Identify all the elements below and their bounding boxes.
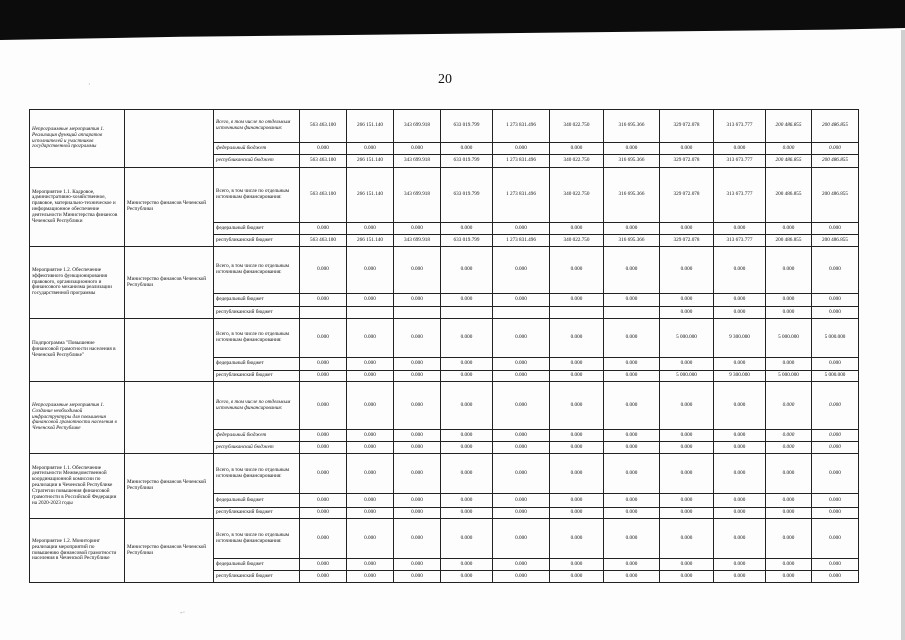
amount-cell: 343 699.918 (394, 110, 441, 143)
amount-cell: 9 300.000 (714, 319, 766, 358)
amount-cell: 340 022.750 (550, 155, 604, 168)
amount-cell: 0.000 (441, 382, 493, 430)
amount-cell: 0.000 (493, 571, 550, 583)
amount-cell: 0.000 (604, 358, 660, 371)
amount-cell: 0.000 (660, 358, 714, 371)
amount-cell: 329 072.078 (660, 235, 714, 247)
amount-cell: 5 000.000 (766, 371, 812, 382)
activity-name-cell: Мероприятие 1.1. Кадровое, административно-хозяйственное, правовое, материально-техническое и информационное обеспечение деятельности Министерства финансов Чеченской Республики (30, 168, 125, 247)
funding-source-cell: республиканский бюджет (214, 307, 300, 319)
amount-cell: 0.000 (812, 494, 859, 508)
amount-cell: 316 695.366 (604, 110, 660, 143)
amount-cell: 0.000 (441, 508, 493, 519)
amount-cell: 0.000 (300, 571, 347, 583)
amount-cell: 633 019.799 (441, 110, 493, 143)
amount-cell: 313 673.777 (714, 110, 766, 143)
amount-cell: 0.000 (347, 454, 394, 494)
amount-cell: 0.000 (300, 442, 347, 454)
amount-cell: 0.000 (604, 571, 660, 583)
amount-cell: 0.000 (300, 430, 347, 442)
funding-source-cell: республиканский бюджет (214, 442, 300, 454)
amount-cell: 0.000 (714, 519, 766, 559)
amount-cell: 0.000 (300, 454, 347, 494)
funding-source-cell: федеральный бюджет (214, 430, 300, 442)
funding-source-cell: Всего, в том числе по отдельным источникам финансирования: (214, 382, 300, 430)
amount-cell: 0.000 (347, 319, 394, 358)
amount-cell: 5 000.000 (660, 319, 714, 358)
amount-cell: 0.000 (493, 319, 550, 358)
amount-cell: 0.000 (441, 559, 493, 571)
funding-source-cell: Всего, в том числе по отдельным источникам финансирования: (214, 519, 300, 559)
amount-cell: 0.000 (550, 442, 604, 454)
amount-cell: 0.000 (812, 559, 859, 571)
amount-cell: 0.000 (394, 143, 441, 155)
amount-cell: 0.000 (300, 371, 347, 382)
amount-cell: 0.000 (300, 494, 347, 508)
page-number: 20 (438, 72, 452, 87)
amount-cell: 200 486.855 (812, 155, 859, 168)
amount-cell: 200 486.855 (812, 168, 859, 223)
amount-cell (441, 307, 493, 319)
amount-cell: 0.000 (604, 382, 660, 430)
amount-cell: 0.000 (766, 571, 812, 583)
amount-cell: 0.000 (714, 294, 766, 307)
amount-cell (394, 307, 441, 319)
funding-source-cell: федеральный бюджет (214, 559, 300, 571)
amount-cell: 0.000 (766, 454, 812, 494)
amount-cell: 0.000 (604, 494, 660, 508)
amount-cell: 0.000 (766, 430, 812, 442)
amount-cell: 0.000 (550, 247, 604, 294)
amount-cell: 0.000 (493, 358, 550, 371)
amount-cell: 0.000 (660, 559, 714, 571)
amount-cell: 0.000 (812, 294, 859, 307)
amount-cell: 0.000 (394, 442, 441, 454)
amount-cell: 0.000 (604, 371, 660, 382)
funding-source-cell: Всего, в том числе по отдельным источникам финансирования: (214, 247, 300, 294)
table-row (30, 319, 859, 358)
amount-cell: 0.000 (766, 442, 812, 454)
amount-cell: 1 273 831.496 (493, 168, 550, 223)
amount-cell: 343 699.918 (394, 235, 441, 247)
amount-cell: 340 022.750 (550, 168, 604, 223)
amount-cell: 1 273 831.496 (493, 235, 550, 247)
amount-cell: 0.000 (347, 494, 394, 508)
funding-source-cell: Всего, в том числе по отдельным источникам финансирования: (214, 454, 300, 494)
amount-cell: 0.000 (394, 371, 441, 382)
amount-cell: 9 300.000 (714, 371, 766, 382)
amount-cell: 0.000 (660, 382, 714, 430)
amount-cell: 0.000 (604, 519, 660, 559)
amount-cell: 0.000 (550, 559, 604, 571)
amount-cell: 0.000 (812, 247, 859, 294)
funding-source-cell: республиканский бюджет (214, 508, 300, 519)
amount-cell: 0.000 (550, 494, 604, 508)
amount-cell: 563 463.100 (300, 110, 347, 143)
amount-cell: 266 151.140 (347, 155, 394, 168)
amount-cell: 0.000 (604, 559, 660, 571)
funding-source-cell: республиканский бюджет (214, 371, 300, 382)
amount-cell: 0.000 (766, 494, 812, 508)
amount-cell: 0.000 (766, 382, 812, 430)
activity-name-cell: Подпрограмма "Повышение финансовой грамотности населения в Чеченской Республике" (30, 319, 125, 382)
amount-cell: 0.000 (493, 442, 550, 454)
amount-cell: 0.000 (766, 508, 812, 519)
amount-cell: 0.000 (300, 247, 347, 294)
amount-cell: 0.000 (550, 454, 604, 494)
table-row (30, 247, 859, 294)
amount-cell: 0.000 (347, 294, 394, 307)
amount-cell: 0.000 (347, 442, 394, 454)
amount-cell: 0.000 (812, 143, 859, 155)
amount-cell: 0.000 (550, 430, 604, 442)
amount-cell: 0.000 (550, 519, 604, 559)
amount-cell: 0.000 (441, 430, 493, 442)
scan-speck: · (88, 80, 91, 89)
amount-cell: 200 486.855 (812, 110, 859, 143)
amount-cell: 563 463.100 (300, 168, 347, 223)
executor-cell (125, 319, 214, 382)
amount-cell (550, 307, 604, 319)
amount-cell: 0.000 (812, 571, 859, 583)
amount-cell: 563 463.100 (300, 235, 347, 247)
amount-cell: 0.000 (660, 571, 714, 583)
amount-cell: 329 072.078 (660, 168, 714, 223)
amount-cell: 200 486.855 (766, 168, 812, 223)
amount-cell: 633 019.799 (441, 168, 493, 223)
amount-cell: 633 019.799 (441, 155, 493, 168)
amount-cell: 0.000 (604, 294, 660, 307)
amount-cell: 563 463.100 (300, 155, 347, 168)
funding-source-cell: республиканский бюджет (214, 571, 300, 583)
amount-cell: 0.000 (347, 143, 394, 155)
amount-cell: 0.000 (300, 223, 347, 235)
amount-cell: 0.000 (766, 223, 812, 235)
amount-cell: 0.000 (604, 442, 660, 454)
amount-cell: 0.000 (441, 319, 493, 358)
funding-source-cell: республиканский бюджет (214, 235, 300, 247)
amount-cell: 0.000 (493, 382, 550, 430)
amount-cell: 0.000 (812, 223, 859, 235)
amount-cell: 0.000 (300, 559, 347, 571)
amount-cell: 329 072.078 (660, 155, 714, 168)
amount-cell: 0.000 (714, 454, 766, 494)
amount-cell: 0.000 (550, 371, 604, 382)
amount-cell: 0.000 (394, 559, 441, 571)
amount-cell: 0.000 (766, 294, 812, 307)
amount-cell: 0.000 (394, 223, 441, 235)
amount-cell: 0.000 (660, 247, 714, 294)
amount-cell: 0.000 (660, 223, 714, 235)
amount-cell: 0.000 (604, 454, 660, 494)
amount-cell: 0.000 (493, 508, 550, 519)
funding-source-cell: Всего, в том числе по отдельным источникам финансирования: (214, 168, 300, 223)
amount-cell: 0.000 (766, 307, 812, 319)
amount-cell: 0.000 (300, 519, 347, 559)
amount-cell: 0.000 (493, 454, 550, 494)
amount-cell: 0.000 (812, 442, 859, 454)
amount-cell: 633 019.799 (441, 235, 493, 247)
amount-cell: 0.000 (812, 358, 859, 371)
amount-cell: 0.000 (660, 442, 714, 454)
amount-cell: 340 022.750 (550, 110, 604, 143)
amount-cell: 0.000 (714, 430, 766, 442)
funding-source-cell: республиканский бюджет (214, 155, 300, 168)
amount-cell: 200 486.855 (766, 155, 812, 168)
amount-cell: 200 486.855 (766, 110, 812, 143)
amount-cell: 0.000 (347, 430, 394, 442)
table-row (30, 382, 859, 430)
table-row (30, 519, 859, 559)
executor-cell: Министерство финансов Чеченской Республики (125, 454, 214, 519)
activity-name-cell: Мероприятие 1.1. Обеспечение деятельности Межведомственной координационной комиссии по реализации в Чеченской Республике Стратегии повышения финансовой грамотности в Российской Федерации на 2020-2023 годы (30, 454, 125, 519)
amount-cell: 0.000 (394, 430, 441, 442)
table-row (30, 454, 859, 494)
amount-cell: 0.000 (766, 519, 812, 559)
amount-cell: 0.000 (441, 223, 493, 235)
executor-cell: Министерство финансов Чеченской Республики (125, 247, 214, 319)
amount-cell: 0.000 (550, 223, 604, 235)
amount-cell: 266 151.140 (347, 168, 394, 223)
amount-cell: 0.000 (714, 571, 766, 583)
amount-cell: 0.000 (604, 247, 660, 294)
amount-cell: 0.000 (394, 508, 441, 519)
funding-source-cell: федеральный бюджет (214, 358, 300, 371)
amount-cell (347, 307, 394, 319)
amount-cell: 0.000 (604, 143, 660, 155)
amount-cell: 0.000 (394, 519, 441, 559)
amount-cell: 0.000 (300, 294, 347, 307)
amount-cell: 0.000 (812, 430, 859, 442)
amount-cell: 0.000 (812, 307, 859, 319)
amount-cell: 0.000 (394, 247, 441, 294)
activity-name-cell: Мероприятие 1.2. Мониторинг реализации мероприятий по повышению финансовой грамотности населения в Чеченской Республике (30, 519, 125, 583)
amount-cell: 0.000 (493, 223, 550, 235)
amount-cell: 200 486.855 (812, 235, 859, 247)
activity-name-cell: Непрограммные мероприятия 1. Создание необходимой инфраструктуры для повышения финансовой грамотности населения в Чеченской Республике (30, 382, 125, 454)
amount-cell: 0.000 (550, 508, 604, 519)
amount-cell: 0.000 (550, 382, 604, 430)
amount-cell: 0.000 (812, 519, 859, 559)
amount-cell: 0.000 (714, 494, 766, 508)
executor-cell (125, 110, 214, 168)
amount-cell: 0.000 (714, 508, 766, 519)
amount-cell: 0.000 (493, 294, 550, 307)
amount-cell: 0.000 (766, 559, 812, 571)
amount-cell: 0.000 (347, 371, 394, 382)
amount-cell: 0.000 (550, 143, 604, 155)
executor-cell: Министерство финансов Чеченской Республики (125, 168, 214, 247)
activity-name-cell: Непрограммные мероприятия 1. Реализация функций аппаратов исполнителей и участников государственной программы (30, 110, 125, 168)
amount-cell: 0.000 (347, 508, 394, 519)
amount-cell: 340 022.750 (550, 235, 604, 247)
amount-cell: 0.000 (347, 223, 394, 235)
scan-top-edge (0, 0, 905, 40)
amount-cell: 0.000 (714, 382, 766, 430)
amount-cell: 0.000 (714, 442, 766, 454)
amount-cell: 0.000 (493, 519, 550, 559)
amount-cell: 0.000 (347, 571, 394, 583)
amount-cell: 5 000.000 (812, 371, 859, 382)
funding-source-cell: Всего, в том числе по отдельным источникам финансирования: (214, 319, 300, 358)
amount-cell: 0.000 (441, 143, 493, 155)
scan-speck: -· (180, 608, 186, 617)
amount-cell: 0.000 (394, 494, 441, 508)
amount-cell: 0.000 (441, 571, 493, 583)
amount-cell: 0.000 (812, 382, 859, 430)
amount-cell: 0.000 (441, 454, 493, 494)
amount-cell: 0.000 (493, 247, 550, 294)
amount-cell: 0.000 (493, 371, 550, 382)
amount-cell: 0.000 (394, 382, 441, 430)
financing-table (29, 109, 859, 583)
amount-cell: 5 000.000 (812, 319, 859, 358)
amount-cell: 0.000 (347, 382, 394, 430)
funding-source-cell: федеральный бюджет (214, 294, 300, 307)
funding-source-cell: федеральный бюджет (214, 143, 300, 155)
funding-source-cell: федеральный бюджет (214, 223, 300, 235)
amount-cell: 0.000 (660, 494, 714, 508)
amount-cell: 313 673.777 (714, 155, 766, 168)
amount-cell: 0.000 (347, 559, 394, 571)
amount-cell: 0.000 (493, 430, 550, 442)
amount-cell: 329 072.078 (660, 110, 714, 143)
amount-cell: 0.000 (394, 294, 441, 307)
amount-cell: 0.000 (660, 454, 714, 494)
amount-cell: 0.000 (766, 143, 812, 155)
amount-cell: 0.000 (714, 143, 766, 155)
amount-cell: 0.000 (766, 358, 812, 371)
amount-cell: 0.000 (604, 430, 660, 442)
amount-cell: 0.000 (441, 442, 493, 454)
amount-cell: 316 695.366 (604, 235, 660, 247)
amount-cell: 0.000 (660, 430, 714, 442)
amount-cell: 0.000 (300, 358, 347, 371)
amount-cell: 0.000 (812, 508, 859, 519)
amount-cell: 0.000 (714, 247, 766, 294)
amount-cell: 0.000 (714, 307, 766, 319)
amount-cell: 0.000 (347, 358, 394, 371)
amount-cell: 0.000 (347, 519, 394, 559)
amount-cell: 0.000 (766, 247, 812, 294)
amount-cell: 1 273 831.496 (493, 110, 550, 143)
amount-cell: 1 273 831.496 (493, 155, 550, 168)
table-row (30, 110, 859, 143)
amount-cell: 0.000 (660, 519, 714, 559)
amount-cell: 0.000 (550, 319, 604, 358)
amount-cell (604, 307, 660, 319)
amount-cell: 0.000 (394, 454, 441, 494)
amount-cell: 0.000 (300, 508, 347, 519)
amount-cell: 0.000 (660, 294, 714, 307)
amount-cell: 266 151.140 (347, 110, 394, 143)
amount-cell: 0.000 (714, 358, 766, 371)
amount-cell: 0.000 (394, 571, 441, 583)
amount-cell: 0.000 (300, 382, 347, 430)
amount-cell: 200 486.855 (766, 235, 812, 247)
amount-cell: 0.000 (441, 247, 493, 294)
amount-cell: 0.000 (550, 294, 604, 307)
amount-cell: 0.000 (604, 223, 660, 235)
amount-cell: 0.000 (394, 358, 441, 371)
funding-source-cell: Всего, в том числе по отдельным источникам финансирования: (214, 110, 300, 143)
amount-cell: 0.000 (441, 294, 493, 307)
amount-cell: 0.000 (604, 508, 660, 519)
amount-cell: 0.000 (441, 494, 493, 508)
table-row (30, 168, 859, 223)
amount-cell: 313 673.777 (714, 235, 766, 247)
activity-name-cell: Мероприятие 1.2. Обеспечение эффективного функционирования правового, организационного и финансового механизма реализации государственной программы (30, 247, 125, 319)
amount-cell: 0.000 (493, 143, 550, 155)
amount-cell: 0.000 (394, 319, 441, 358)
amount-cell: 0.000 (493, 559, 550, 571)
amount-cell: 0.000 (441, 371, 493, 382)
amount-cell: 316 695.366 (604, 168, 660, 223)
executor-cell (125, 382, 214, 454)
amount-cell: 0.000 (812, 454, 859, 494)
amount-cell: 0.000 (300, 143, 347, 155)
amount-cell: 0.000 (660, 143, 714, 155)
amount-cell: 0.000 (550, 571, 604, 583)
funding-source-cell: федеральный бюджет (214, 494, 300, 508)
amount-cell: 0.000 (441, 519, 493, 559)
amount-cell: 5 000.000 (766, 319, 812, 358)
scan-right-edge (901, 30, 905, 640)
amount-cell (300, 307, 347, 319)
amount-cell: 0.000 (604, 319, 660, 358)
amount-cell: 0.000 (714, 223, 766, 235)
amount-cell: 0.000 (660, 508, 714, 519)
amount-cell: 0.000 (347, 247, 394, 294)
amount-cell (493, 307, 550, 319)
executor-cell: Министерство финансов Чеченской Республики (125, 519, 214, 583)
amount-cell: 0.000 (300, 319, 347, 358)
amount-cell: 0.000 (493, 494, 550, 508)
amount-cell: 343 699.918 (394, 168, 441, 223)
amount-cell: 0.000 (714, 559, 766, 571)
amount-cell: 5 000.000 (660, 371, 714, 382)
amount-cell: 313 673.777 (714, 168, 766, 223)
amount-cell: 0.000 (550, 358, 604, 371)
amount-cell: 343 699.918 (394, 155, 441, 168)
amount-cell: 316 695.366 (604, 155, 660, 168)
amount-cell: 0.000 (441, 358, 493, 371)
amount-cell: 266 151.140 (347, 235, 394, 247)
amount-cell: 0.000 (660, 307, 714, 319)
